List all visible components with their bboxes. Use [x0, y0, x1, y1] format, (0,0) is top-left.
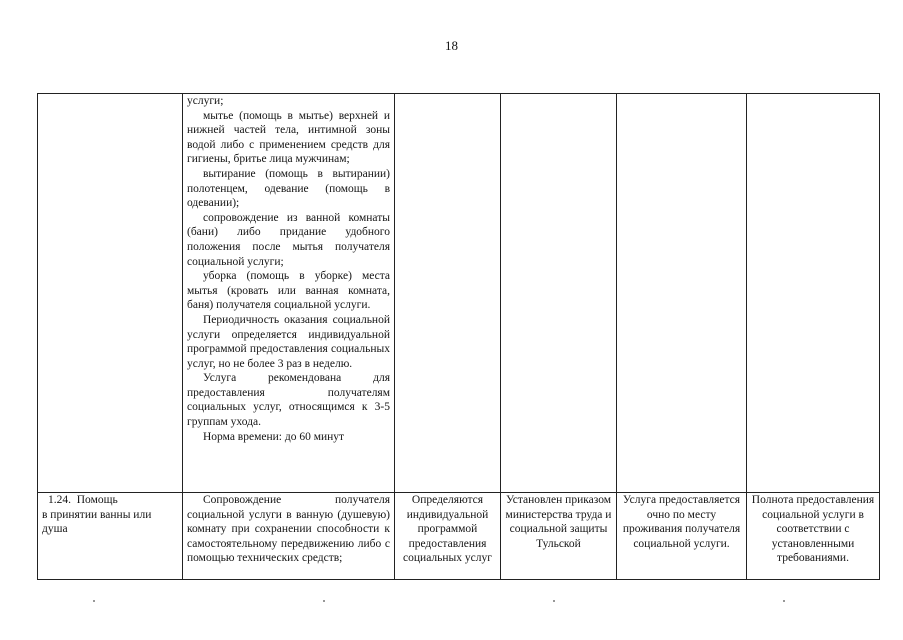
description-paragraph: услуги;	[187, 95, 224, 107]
scan-artifacts	[0, 600, 903, 610]
table-row-continuation	[38, 94, 880, 493]
cell-rate-continued	[501, 94, 617, 493]
cell-quality: Полнота предоставления социальной услуги в соответствии с установленными требованиями.	[747, 493, 880, 580]
description-paragraph: вытирание (помощь в вытирании) полотенцем, одевание (помощь в одевании);	[187, 167, 390, 210]
description-paragraph: уборка (помощь в уборке) места мытья (кровать или ванная комната, баня) получателя социальной услуги.	[187, 270, 390, 312]
page-number: 18	[445, 38, 458, 53]
scan-dot	[783, 600, 785, 602]
description-paragraph: мытье (помощь в мытье) верхней и нижней частей тела, интимной зоны водой либо с применением средств для гигиены, бритье лица мужчинам;	[187, 109, 390, 166]
description-paragraph: Периодичность оказания социальной услуги определяется индивидуальной программой предоставления социальных услуг, но не более 3 раз в неделю.	[187, 313, 390, 370]
scan-dot	[553, 600, 555, 602]
cell-quality-continued	[747, 94, 880, 493]
cell-conditions: Услуга предоставляется очно по месту проживания получателя социальной услуги.	[617, 493, 747, 580]
service-name-rest: в принятии ванны или душа	[42, 508, 152, 536]
scan-dot	[323, 600, 325, 602]
table-row-1-24	[38, 493, 880, 580]
service-number: 1.24.	[48, 494, 71, 506]
service-name-first: Помощь	[76, 494, 118, 506]
cell-service-name	[38, 493, 183, 580]
description-paragraph: сопровождение из ванной комнаты (бани) либо придание удобного положения после мытья получателя социальной услуги;	[187, 211, 390, 268]
description-paragraph: Норма времени: до 60 минут	[203, 430, 345, 443]
cell-volume: Определяются индивидуальной программой предоставления социальных услуг	[395, 493, 501, 580]
cell-rate: Установлен приказом министерства труда и социальной защиты Тульской	[501, 493, 617, 580]
description-paragraph: Услуга рекомендована для предоставления получателям социальных услуг, относящимся к 3-5 группам ухода.	[187, 372, 390, 429]
service-description: Сопровождение получателя социальной услуги в ванную (душевую) комнату при сохранении способности к самостоятельному передвижению либо с помощью технических средств;	[187, 494, 390, 565]
cell-description-continued	[183, 94, 395, 493]
scan-dot	[93, 600, 95, 602]
cell-number-continued	[38, 94, 183, 493]
cell-volume-continued	[395, 94, 501, 493]
cell-conditions-continued	[617, 94, 747, 493]
cell-description	[183, 493, 395, 580]
services-table	[37, 93, 880, 580]
